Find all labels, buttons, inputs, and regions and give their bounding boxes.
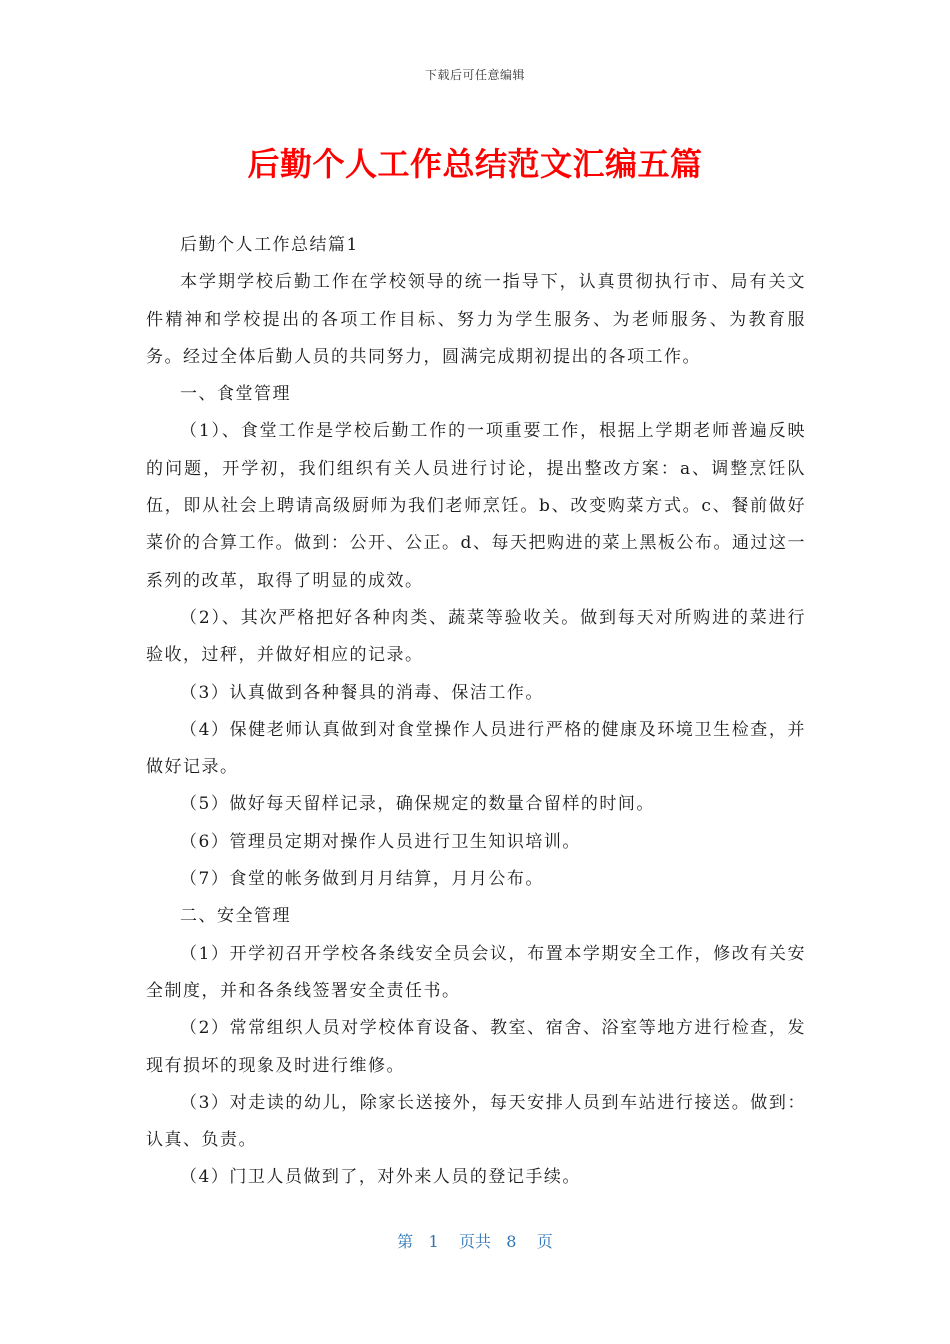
body-paragraph: （2）、其次严格把好各种肉类、蔬菜等验收关。做到每天对所购进的菜进行验收，过秤，并做好相应的记录。: [146, 607, 806, 666]
body-paragraph: （1）、食堂工作是学校后勤工作的一项重要工作，根据上学期老师普遍反映的问题，开学初，我们组织有关人员进行讨论，提出整改方案：a、调整烹饪队伍，即从社会上聘请高级厨师为我们老师烹饪。b、改变购菜方式。c、餐前做好菜价的合算工作。做到：公开、公正。d、每天把购进的菜上黑板公布。通过这一系列的改革，取得了明显的成效。: [146, 421, 806, 591]
section-heading: 一、食堂管理: [180, 384, 291, 405]
body-paragraph: （3）对走读的幼儿，除家长送接外，每天安排人员到车站进行接送。做到：认真、负责。: [146, 1092, 806, 1151]
header-note: 下载后可任意编辑: [424, 68, 525, 82]
body-paragraph: （5）做好每天留样记录，确保规定的数量合留样的时间。: [180, 794, 655, 815]
page-label-suffix: 页: [536, 1232, 553, 1251]
body-paragraph: （6）管理员定期对操作人员进行卫生知识培训。: [180, 831, 581, 852]
section-heading: 后勤个人工作总结篇1: [180, 235, 359, 255]
body-paragraph: （7）食堂的帐务做到月月结算，月月公布。: [180, 869, 544, 890]
section-heading: 二、安全管理: [180, 906, 291, 927]
body-paragraph: 本学期学校后勤工作在学校领导的统一指导下，认真贯彻执行市、局有关文件精神和学校提出的各项工作目标、努力为学生服务、为老师服务、为教育服务。经过全体后勤人员的共同努力，圆满完成期初提出的各项工作。: [146, 272, 806, 367]
body-paragraph: （2）常常组织人员对学校体育设备、教室、宿舍、浴室等地方进行检查，发现有损坏的现象及时进行维修。: [146, 1018, 806, 1076]
page-footer: [0, 1229, 950, 1252]
body-paragraph: （3）认真做到各种餐具的消毒、保洁工作。: [180, 682, 544, 703]
total-pages-number: 8: [506, 1232, 517, 1251]
document-title: 后勤个人工作总结范文汇编五篇: [247, 145, 703, 183]
body-paragraph: （4）保健老师认真做到对食堂操作人员进行严格的健康及环境卫生检查，并做好记录。: [146, 719, 806, 778]
body-paragraph: （1）开学初召开学校各条线安全员会议，布置本学期安全工作，修改有关安全制度，并和各条线签署安全责任书。: [146, 943, 806, 1001]
current-page-number: 1: [428, 1232, 439, 1251]
document-body: [146, 227, 806, 1197]
page-label-middle: 页共: [458, 1232, 491, 1251]
body-paragraph: （4）门卫人员做到了，对外来人员的登记手续。: [180, 1167, 581, 1188]
page-label-prefix: 第: [397, 1232, 414, 1251]
